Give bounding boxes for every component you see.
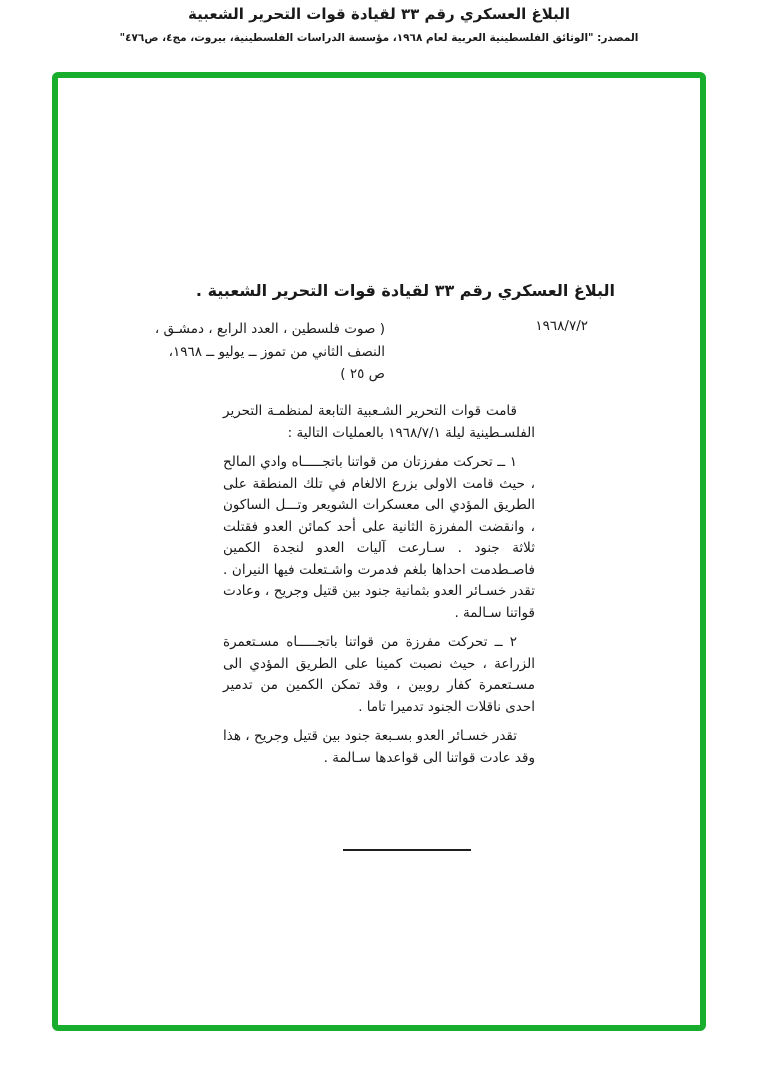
citation-line: ( صوت فلسطين ، العدد الرابع ، دمشـق ، — [154, 321, 385, 337]
document-date: ١٩٦٨/٧/٢ — [535, 318, 588, 334]
document-title: البلاغ العسكري رقم ٣٣ لقيادة قوات التحرير الشعبية . — [195, 281, 615, 300]
citation-line: النصف الثاني من تموز ــ يوليو ــ ١٩٦٨، — [168, 343, 385, 360]
page-header — [0, 5, 758, 44]
source-citation: المصدر: "الوثائق الفلسطينية العربية لعام ١٩٦٨، مؤسسة الدراسات الفلسطينية، بيروت، مج٤، ص٤٧٦" — [119, 32, 639, 44]
page-title: البلاغ العسكري رقم ٣٣ لقيادة قوات التحرير الشعبية — [188, 5, 570, 23]
intro-paragraph: قامت قوات التحرير الشـعبية التابعة لمنظمـة التحرير الفلسـطينية ليلة ١٩٦٨/٧/١ بالعمليات التالية : — [223, 403, 535, 441]
document-body — [223, 401, 535, 777]
operation-paragraph-1: ١ ــ تحركت مفرزتان من قواتنا باتجـــــاه وادي المالح ، حيث قامت الاولى بزرع الالغام في تلك المنطقة على الطريق المؤدي الى معسكرات الشويعر وتـــل الساكون ، وانقضت المفرزة الثانية على أحد كمائن العدو فقتلت ثلاثة جنود . سـارعت آليات العدو لنجدة الكمين فاصـطدمت احداها بلغم فدمرت واشـتعلت فيها النيران . تقدر خسـائر العدو بثمانية جنود بين قتيل وجريح ، وعادت قواتنا سـالمة . — [223, 454, 535, 621]
document-scan — [58, 78, 700, 1025]
operation-paragraph-2: ٢ ــ تحركت مفرزة من قواتنا باتجـــــاه مسـتعمرة الزراعة ، حيث نصبت كمينا على الطريق المؤدي الى مسـتعمرة كفار روبين ، وقد تمكن الكمين من تدمير احدى ناقلات الجنود تدميرا تاما . — [223, 634, 535, 715]
document-frame — [52, 72, 706, 1031]
separator-line — [343, 849, 471, 851]
publication-citation — [95, 318, 385, 386]
closing-paragraph: تقدر خسـائر العدو بسـبعة جنود بين قتيل وجريح ، هذا وقد عادت قواتنا الى قواعدها سـالمة . — [223, 728, 535, 766]
citation-line: ص ٢٥ ) — [340, 366, 385, 382]
